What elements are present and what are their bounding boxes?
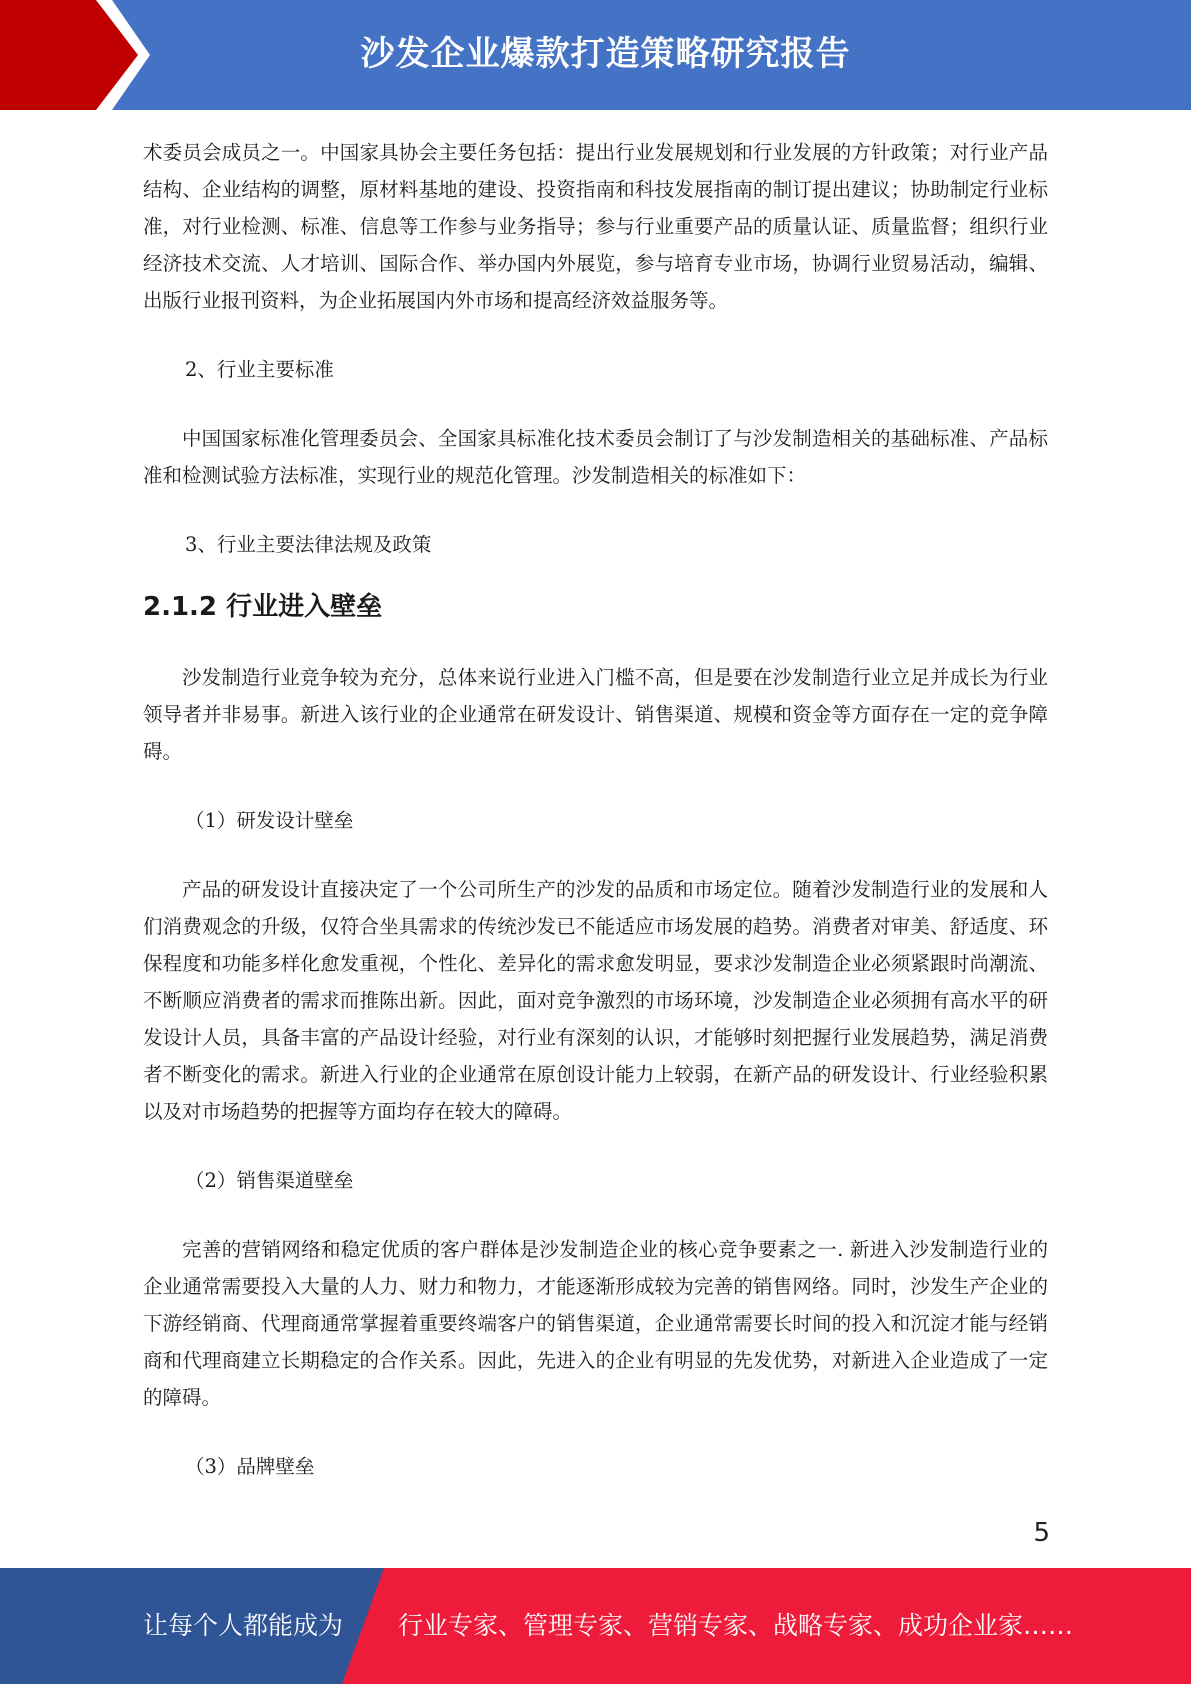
footer-slogan-left: 让每个人都能成为 <box>143 1611 344 1640</box>
paragraph: 产品的研发设计直接决定了一个公司所生产的沙发的品质和市场定位。随着沙发制造行业的发展和人们消费观念的升级，仅符合坐具需求的传统沙发已不能适应市场发展的趋势。消费者对审美、舒适度、环保程度和功能多样化愈发重视，个性化、差异化的需求愈发明显，要求沙发制造企业必须紧跟时尚潮流、不断顺应消费者的需求而推陈出新。因此，面对竞争激烈的市场环境，沙发制造企业必须拥有高水平的研发设计人员，具备丰富的产品设计经验，对行业有深刻的认识，才能够时刻把握行业发展趋势，满足消费者不断变化的需求。新进入行业的企业通常在原创设计能力上较弱，在新产品的研发设计、行业经验积累以及对市场趋势的把握等方面均存在较大的障碍。 <box>143 878 1048 1123</box>
page-footer <box>0 1568 1191 1684</box>
page-header <box>0 0 1191 110</box>
section-title: 2.1.2 行业进入壁垒 <box>143 592 383 622</box>
paragraph: 中国国家标准化管理委员会、全国家具标准化技术委员会制订了与沙发制造相关的基础标准、产品标准和检测试验方法标准，实现行业的规范化管理。沙发制造相关的标准如下： <box>143 427 1048 487</box>
paragraph: 沙发制造行业竞争较为充分，总体来说行业进入门槛不高，但是要在沙发制造行业立足并成长为行业领导者并非易事。新进入该行业的企业通常在研发设计、销售渠道、规模和资金等方面存在一定的竞争障碍。 <box>143 666 1048 763</box>
subheading: （1）研发设计壁垒 <box>185 809 354 832</box>
page-content <box>143 134 1048 1485</box>
subheading: （3）品牌壁垒 <box>185 1455 315 1478</box>
report-title: 沙发企业爆款打造策略研究报告 <box>360 34 851 74</box>
subheading: 2、行业主要标准 <box>185 358 334 381</box>
subheading: （2）销售渠道壁垒 <box>185 1169 354 1192</box>
subheading: 3、行业主要法律法规及政策 <box>185 533 432 556</box>
paragraph: 术委员会成员之一。中国家具协会主要任务包括：提出行业发展规划和行业发展的方针政策；对行业产品结构、企业结构的调整，原材料基地的建设、投资指南和科技发展指南的制订提出建议；协助制定行业标准，对行业检测、标准、信息等工作参与业务指导；参与行业重要产品的质量认证、质量监督；组织行业经济技术交流、人才培训、国际合作、举办国内外展览，参与培育专业市场，协调行业贸易活动，编辑、出版行业报刊资料，为企业拓展国内外市场和提高经济效益服务等。 <box>143 141 1048 312</box>
footer-slogan-right: 行业专家、管理专家、营销专家、战略专家、成功企业家…… <box>398 1611 1074 1640</box>
page-number: 5 <box>1033 1518 1050 1548</box>
paragraph: 完善的营销网络和稳定优质的客户群体是沙发制造企业的核心竞争要素之一. 新进入沙发制造行业的企业通常需要投入大量的人力、财力和物力，才能逐渐形成较为完善的销售网络。同时，沙发生产企业的下游经销商、代理商通常掌握着重要终端客户的销售渠道，企业通常需要长时间的投入和沉淀才能与经销商和代理商建立长期稳定的合作关系。因此，先进入的企业有明显的先发优势，对新进入企业造成了一定的障碍。 <box>143 1238 1048 1409</box>
